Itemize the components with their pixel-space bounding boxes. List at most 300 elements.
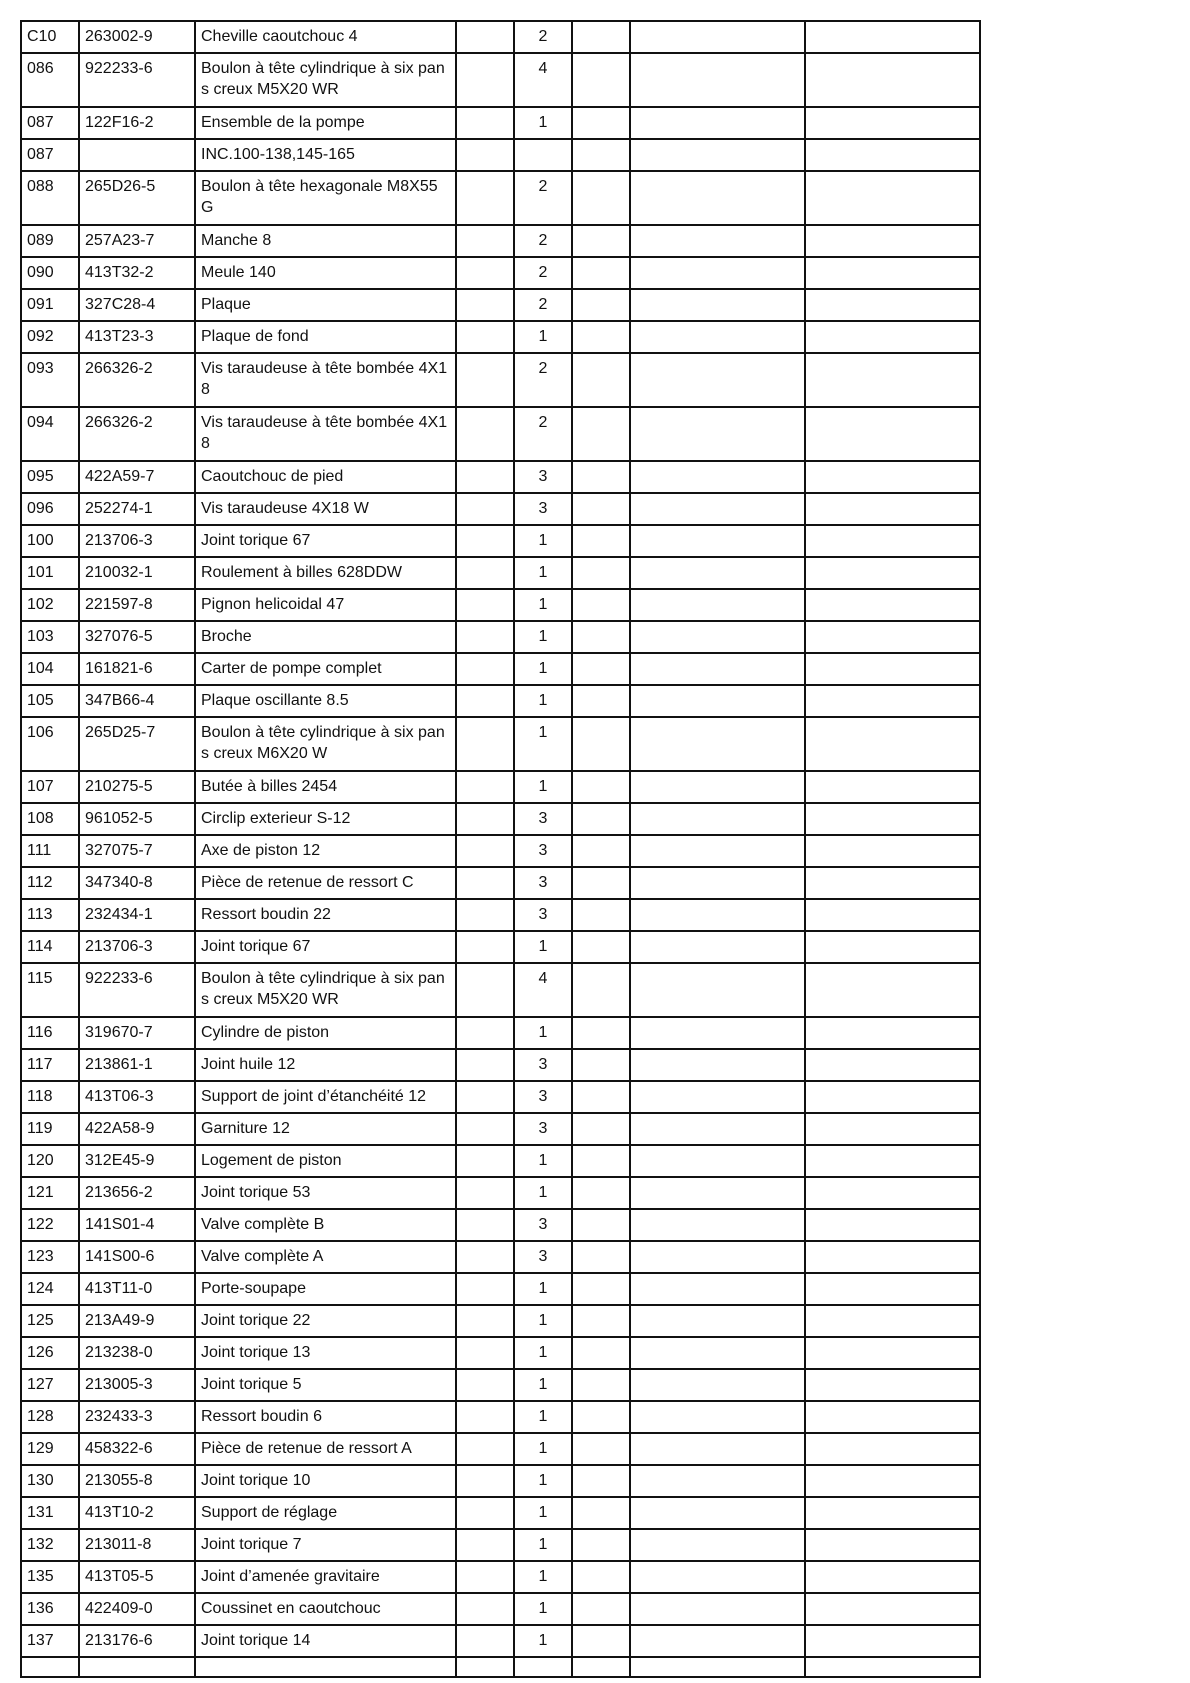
- empty-cell: [572, 1081, 630, 1113]
- description-cell: Ressort boudin 6: [195, 1401, 456, 1433]
- quantity-cell: 1: [514, 1625, 572, 1657]
- part-number-cell: 116: [21, 1017, 79, 1049]
- part-number-cell: [21, 1657, 79, 1677]
- empty-cell: [572, 1433, 630, 1465]
- empty-cell: [630, 867, 805, 899]
- empty-cell: [805, 353, 980, 407]
- table-row: [21, 1305, 980, 1337]
- empty-cell: [630, 1113, 805, 1145]
- quantity-cell: 2: [514, 171, 572, 225]
- empty-cell: [805, 53, 980, 107]
- description-cell: Butée à billes 2454: [195, 771, 456, 803]
- empty-cell: [630, 289, 805, 321]
- empty-cell: [805, 225, 980, 257]
- empty-cell: [456, 257, 514, 289]
- reference-cell: 327076-5: [79, 621, 195, 653]
- part-number-cell: 128: [21, 1401, 79, 1433]
- quantity-cell: 3: [514, 835, 572, 867]
- empty-cell: [630, 589, 805, 621]
- reference-cell: 141S00-6: [79, 1241, 195, 1273]
- empty-cell: [805, 653, 980, 685]
- empty-cell: [805, 1433, 980, 1465]
- reference-cell: 413T32-2: [79, 257, 195, 289]
- empty-cell: [572, 493, 630, 525]
- reference-cell: 213005-3: [79, 1369, 195, 1401]
- quantity-cell: 3: [514, 803, 572, 835]
- empty-cell: [805, 931, 980, 963]
- part-number-cell: 113: [21, 899, 79, 931]
- quantity-cell: 1: [514, 589, 572, 621]
- empty-cell: [630, 1433, 805, 1465]
- quantity-cell: [514, 1657, 572, 1677]
- empty-cell: [630, 1593, 805, 1625]
- description-cell: Garniture 12: [195, 1113, 456, 1145]
- empty-cell: [572, 899, 630, 931]
- part-number-cell: 137: [21, 1625, 79, 1657]
- empty-cell: [805, 963, 980, 1017]
- table-row: [21, 257, 980, 289]
- description-cell: Support de joint d’étanchéité 12: [195, 1081, 456, 1113]
- empty-cell: [572, 1273, 630, 1305]
- description-cell: Logement de piston: [195, 1145, 456, 1177]
- table-row: [21, 717, 980, 771]
- empty-cell: [630, 525, 805, 557]
- reference-cell: 221597-8: [79, 589, 195, 621]
- empty-cell: [805, 1593, 980, 1625]
- empty-cell: [572, 225, 630, 257]
- table-row: [21, 1497, 980, 1529]
- reference-cell: 413T11-0: [79, 1273, 195, 1305]
- empty-cell: [456, 1081, 514, 1113]
- table-row: [21, 589, 980, 621]
- description-cell: Joint torique 53: [195, 1177, 456, 1209]
- empty-cell: [572, 1593, 630, 1625]
- description-cell: Pièce de retenue de ressort C: [195, 867, 456, 899]
- empty-cell: [805, 621, 980, 653]
- empty-cell: [805, 1145, 980, 1177]
- empty-cell: [572, 289, 630, 321]
- empty-cell: [805, 899, 980, 931]
- empty-cell: [805, 493, 980, 525]
- table-row: [21, 1209, 980, 1241]
- description-cell: Ressort boudin 22: [195, 899, 456, 931]
- quantity-cell: 2: [514, 225, 572, 257]
- empty-cell: [572, 771, 630, 803]
- empty-cell: [572, 171, 630, 225]
- empty-cell: [572, 353, 630, 407]
- description-cell: Joint d’amenée gravitaire: [195, 1561, 456, 1593]
- empty-cell: [456, 1465, 514, 1497]
- empty-cell: [456, 1369, 514, 1401]
- empty-cell: [630, 225, 805, 257]
- quantity-cell: 3: [514, 899, 572, 931]
- table-row: [21, 685, 980, 717]
- empty-cell: [572, 257, 630, 289]
- empty-cell: [456, 407, 514, 461]
- part-number-cell: 087: [21, 107, 79, 139]
- table-row: [21, 867, 980, 899]
- empty-cell: [630, 557, 805, 589]
- empty-cell: [572, 931, 630, 963]
- quantity-cell: 1: [514, 1305, 572, 1337]
- description-cell: Joint torique 10: [195, 1465, 456, 1497]
- quantity-cell: 4: [514, 53, 572, 107]
- part-number-cell: 089: [21, 225, 79, 257]
- empty-cell: [572, 963, 630, 1017]
- empty-cell: [572, 1049, 630, 1081]
- empty-cell: [572, 461, 630, 493]
- empty-cell: [572, 1369, 630, 1401]
- description-cell: Joint torique 67: [195, 525, 456, 557]
- reference-cell: 347B66-4: [79, 685, 195, 717]
- part-number-cell: 102: [21, 589, 79, 621]
- description-cell: Cheville caoutchouc 4: [195, 21, 456, 53]
- empty-cell: [630, 963, 805, 1017]
- part-number-cell: 114: [21, 931, 79, 963]
- table-row: [21, 21, 980, 53]
- table-row: [21, 1113, 980, 1145]
- part-number-cell: 111: [21, 835, 79, 867]
- quantity-cell: 1: [514, 1401, 572, 1433]
- part-number-cell: 087: [21, 139, 79, 171]
- table-row: [21, 353, 980, 407]
- part-number-cell: 086: [21, 53, 79, 107]
- empty-cell: [456, 963, 514, 1017]
- empty-cell: [572, 835, 630, 867]
- table-row: [21, 461, 980, 493]
- empty-cell: [456, 289, 514, 321]
- description-cell: Axe de piston 12: [195, 835, 456, 867]
- reference-cell: 422A59-7: [79, 461, 195, 493]
- quantity-cell: 3: [514, 1049, 572, 1081]
- empty-cell: [572, 107, 630, 139]
- description-cell: Valve complète A: [195, 1241, 456, 1273]
- empty-cell: [456, 461, 514, 493]
- empty-cell: [572, 1145, 630, 1177]
- part-number-cell: 107: [21, 771, 79, 803]
- reference-cell: 413T05-5: [79, 1561, 195, 1593]
- empty-cell: [456, 1017, 514, 1049]
- empty-cell: [805, 557, 980, 589]
- quantity-cell: 1: [514, 1561, 572, 1593]
- table-row: [21, 289, 980, 321]
- part-number-cell: 104: [21, 653, 79, 685]
- part-number-cell: 103: [21, 621, 79, 653]
- empty-cell: [456, 867, 514, 899]
- quantity-cell: 1: [514, 1145, 572, 1177]
- empty-cell: [805, 321, 980, 353]
- empty-cell: [805, 685, 980, 717]
- part-number-cell: 123: [21, 1241, 79, 1273]
- part-number-cell: C10: [21, 21, 79, 53]
- part-number-cell: 131: [21, 1497, 79, 1529]
- reference-cell: 213861-1: [79, 1049, 195, 1081]
- empty-cell: [805, 21, 980, 53]
- part-number-cell: 093: [21, 353, 79, 407]
- part-number-cell: 112: [21, 867, 79, 899]
- reference-cell: 922233-6: [79, 963, 195, 1017]
- description-cell: Joint torique 14: [195, 1625, 456, 1657]
- empty-cell: [456, 1209, 514, 1241]
- empty-cell: [630, 21, 805, 53]
- empty-cell: [456, 353, 514, 407]
- empty-cell: [805, 461, 980, 493]
- reference-cell: 266326-2: [79, 353, 195, 407]
- empty-cell: [572, 1465, 630, 1497]
- empty-cell: [456, 835, 514, 867]
- empty-cell: [572, 1401, 630, 1433]
- reference-cell: [79, 1657, 195, 1677]
- empty-cell: [630, 1401, 805, 1433]
- quantity-cell: 3: [514, 1113, 572, 1145]
- description-cell: Vis taraudeuse à tête bombée 4X18: [195, 407, 456, 461]
- table-row: [21, 1401, 980, 1433]
- description-cell: Support de réglage: [195, 1497, 456, 1529]
- description-cell: Pignon helicoidal 47: [195, 589, 456, 621]
- quantity-cell: 1: [514, 525, 572, 557]
- quantity-cell: 1: [514, 321, 572, 353]
- table-row: [21, 931, 980, 963]
- table-row: [21, 653, 980, 685]
- quantity-cell: 2: [514, 407, 572, 461]
- description-cell: Cylindre de piston: [195, 1017, 456, 1049]
- empty-cell: [456, 589, 514, 621]
- empty-cell: [456, 931, 514, 963]
- empty-cell: [572, 1529, 630, 1561]
- description-cell: Circlip exterieur S-12: [195, 803, 456, 835]
- quantity-cell: 1: [514, 557, 572, 589]
- empty-cell: [572, 1209, 630, 1241]
- empty-cell: [630, 1177, 805, 1209]
- empty-cell: [456, 225, 514, 257]
- empty-cell: [805, 1465, 980, 1497]
- reference-cell: 265D25-7: [79, 717, 195, 771]
- table-row: [21, 53, 980, 107]
- part-number-cell: 094: [21, 407, 79, 461]
- quantity-cell: [514, 139, 572, 171]
- empty-cell: [805, 525, 980, 557]
- reference-cell: 213706-3: [79, 931, 195, 963]
- reference-cell: 213706-3: [79, 525, 195, 557]
- empty-cell: [805, 1241, 980, 1273]
- reference-cell: 122F16-2: [79, 107, 195, 139]
- reference-cell: 213055-8: [79, 1465, 195, 1497]
- reference-cell: 252274-1: [79, 493, 195, 525]
- empty-cell: [805, 1561, 980, 1593]
- part-number-cell: 095: [21, 461, 79, 493]
- empty-cell: [630, 1465, 805, 1497]
- description-cell: Roulement à billes 628DDW: [195, 557, 456, 589]
- description-cell: Manche 8: [195, 225, 456, 257]
- empty-cell: [630, 1273, 805, 1305]
- table-row: [21, 225, 980, 257]
- empty-cell: [805, 289, 980, 321]
- empty-cell: [805, 867, 980, 899]
- description-cell: Caoutchouc de pied: [195, 461, 456, 493]
- empty-cell: [805, 1209, 980, 1241]
- description-cell: Plaque de fond: [195, 321, 456, 353]
- table-row: [21, 835, 980, 867]
- empty-cell: [805, 771, 980, 803]
- part-number-cell: 088: [21, 171, 79, 225]
- empty-cell: [630, 1017, 805, 1049]
- table-row: [21, 1017, 980, 1049]
- part-number-cell: 129: [21, 1433, 79, 1465]
- quantity-cell: 1: [514, 107, 572, 139]
- part-number-cell: 100: [21, 525, 79, 557]
- reference-cell: 422A58-9: [79, 1113, 195, 1145]
- empty-cell: [456, 1497, 514, 1529]
- quantity-cell: 3: [514, 493, 572, 525]
- table-row: [21, 621, 980, 653]
- table-row: [21, 1657, 980, 1677]
- part-number-cell: 106: [21, 717, 79, 771]
- description-cell: Boulon à tête cylindrique à six pans creux M5X20 WR: [195, 53, 456, 107]
- empty-cell: [805, 1017, 980, 1049]
- empty-cell: [456, 1145, 514, 1177]
- empty-cell: [805, 1625, 980, 1657]
- empty-cell: [805, 803, 980, 835]
- part-number-cell: 105: [21, 685, 79, 717]
- empty-cell: [572, 53, 630, 107]
- empty-cell: [630, 1337, 805, 1369]
- empty-cell: [630, 353, 805, 407]
- empty-cell: [456, 1657, 514, 1677]
- reference-cell: 213011-8: [79, 1529, 195, 1561]
- table-row: [21, 1337, 980, 1369]
- empty-cell: [630, 1497, 805, 1529]
- empty-cell: [572, 803, 630, 835]
- empty-cell: [456, 1401, 514, 1433]
- reference-cell: 961052-5: [79, 803, 195, 835]
- quantity-cell: 1: [514, 1529, 572, 1561]
- empty-cell: [456, 1273, 514, 1305]
- empty-cell: [456, 1177, 514, 1209]
- empty-cell: [630, 53, 805, 107]
- empty-cell: [572, 589, 630, 621]
- part-number-cell: 126: [21, 1337, 79, 1369]
- quantity-cell: 2: [514, 257, 572, 289]
- part-number-cell: 135: [21, 1561, 79, 1593]
- reference-cell: 327075-7: [79, 835, 195, 867]
- empty-cell: [456, 171, 514, 225]
- part-number-cell: 122: [21, 1209, 79, 1241]
- empty-cell: [572, 621, 630, 653]
- quantity-cell: 1: [514, 1017, 572, 1049]
- reference-cell: 458322-6: [79, 1433, 195, 1465]
- quantity-cell: 3: [514, 1081, 572, 1113]
- table-row: [21, 1593, 980, 1625]
- empty-cell: [630, 1209, 805, 1241]
- empty-cell: [805, 1305, 980, 1337]
- empty-cell: [805, 1081, 980, 1113]
- empty-cell: [805, 1497, 980, 1529]
- empty-cell: [572, 407, 630, 461]
- empty-cell: [805, 589, 980, 621]
- reference-cell: 257A23-7: [79, 225, 195, 257]
- empty-cell: [572, 321, 630, 353]
- description-cell: Broche: [195, 621, 456, 653]
- reference-cell: 232433-3: [79, 1401, 195, 1433]
- empty-cell: [456, 685, 514, 717]
- table-row: [21, 525, 980, 557]
- empty-cell: [805, 139, 980, 171]
- part-number-cell: 130: [21, 1465, 79, 1497]
- table-row: [21, 557, 980, 589]
- empty-cell: [456, 321, 514, 353]
- empty-cell: [630, 835, 805, 867]
- reference-cell: 922233-6: [79, 53, 195, 107]
- empty-cell: [805, 1273, 980, 1305]
- reference-cell: 347340-8: [79, 867, 195, 899]
- table-row: [21, 139, 980, 171]
- empty-cell: [456, 557, 514, 589]
- empty-cell: [805, 1113, 980, 1145]
- empty-cell: [572, 1657, 630, 1677]
- empty-cell: [630, 653, 805, 685]
- quantity-cell: 2: [514, 289, 572, 321]
- empty-cell: [630, 1145, 805, 1177]
- description-cell: Joint huile 12: [195, 1049, 456, 1081]
- empty-cell: [456, 1625, 514, 1657]
- reference-cell: 413T06-3: [79, 1081, 195, 1113]
- empty-cell: [572, 1177, 630, 1209]
- empty-cell: [630, 321, 805, 353]
- empty-cell: [572, 717, 630, 771]
- empty-cell: [805, 407, 980, 461]
- part-number-cell: 108: [21, 803, 79, 835]
- quantity-cell: 1: [514, 653, 572, 685]
- empty-cell: [572, 867, 630, 899]
- empty-cell: [572, 1241, 630, 1273]
- empty-cell: [630, 1561, 805, 1593]
- empty-cell: [456, 1049, 514, 1081]
- empty-cell: [572, 1017, 630, 1049]
- table-row: [21, 321, 980, 353]
- description-cell: Boulon à tête cylindrique à six pans creux M6X20 W: [195, 717, 456, 771]
- empty-cell: [456, 653, 514, 685]
- quantity-cell: 3: [514, 1241, 572, 1273]
- reference-cell: 413T23-3: [79, 321, 195, 353]
- reference-cell: 266326-2: [79, 407, 195, 461]
- empty-cell: [456, 1529, 514, 1561]
- empty-cell: [630, 717, 805, 771]
- empty-cell: [630, 899, 805, 931]
- empty-cell: [805, 1177, 980, 1209]
- table-row: [21, 171, 980, 225]
- empty-cell: [805, 1369, 980, 1401]
- empty-cell: [805, 1337, 980, 1369]
- empty-cell: [572, 525, 630, 557]
- empty-cell: [805, 835, 980, 867]
- empty-cell: [572, 139, 630, 171]
- quantity-cell: 3: [514, 461, 572, 493]
- description-cell: Carter de pompe complet: [195, 653, 456, 685]
- reference-cell: 161821-6: [79, 653, 195, 685]
- quantity-cell: 1: [514, 1433, 572, 1465]
- part-number-cell: 124: [21, 1273, 79, 1305]
- empty-cell: [572, 1625, 630, 1657]
- parts-table-body: [21, 21, 980, 1677]
- part-number-cell: 136: [21, 1593, 79, 1625]
- table-row: [21, 963, 980, 1017]
- table-row: [21, 1561, 980, 1593]
- description-cell: Pièce de retenue de ressort A: [195, 1433, 456, 1465]
- empty-cell: [456, 1113, 514, 1145]
- reference-cell: 312E45-9: [79, 1145, 195, 1177]
- empty-cell: [572, 1561, 630, 1593]
- reference-cell: 213238-0: [79, 1337, 195, 1369]
